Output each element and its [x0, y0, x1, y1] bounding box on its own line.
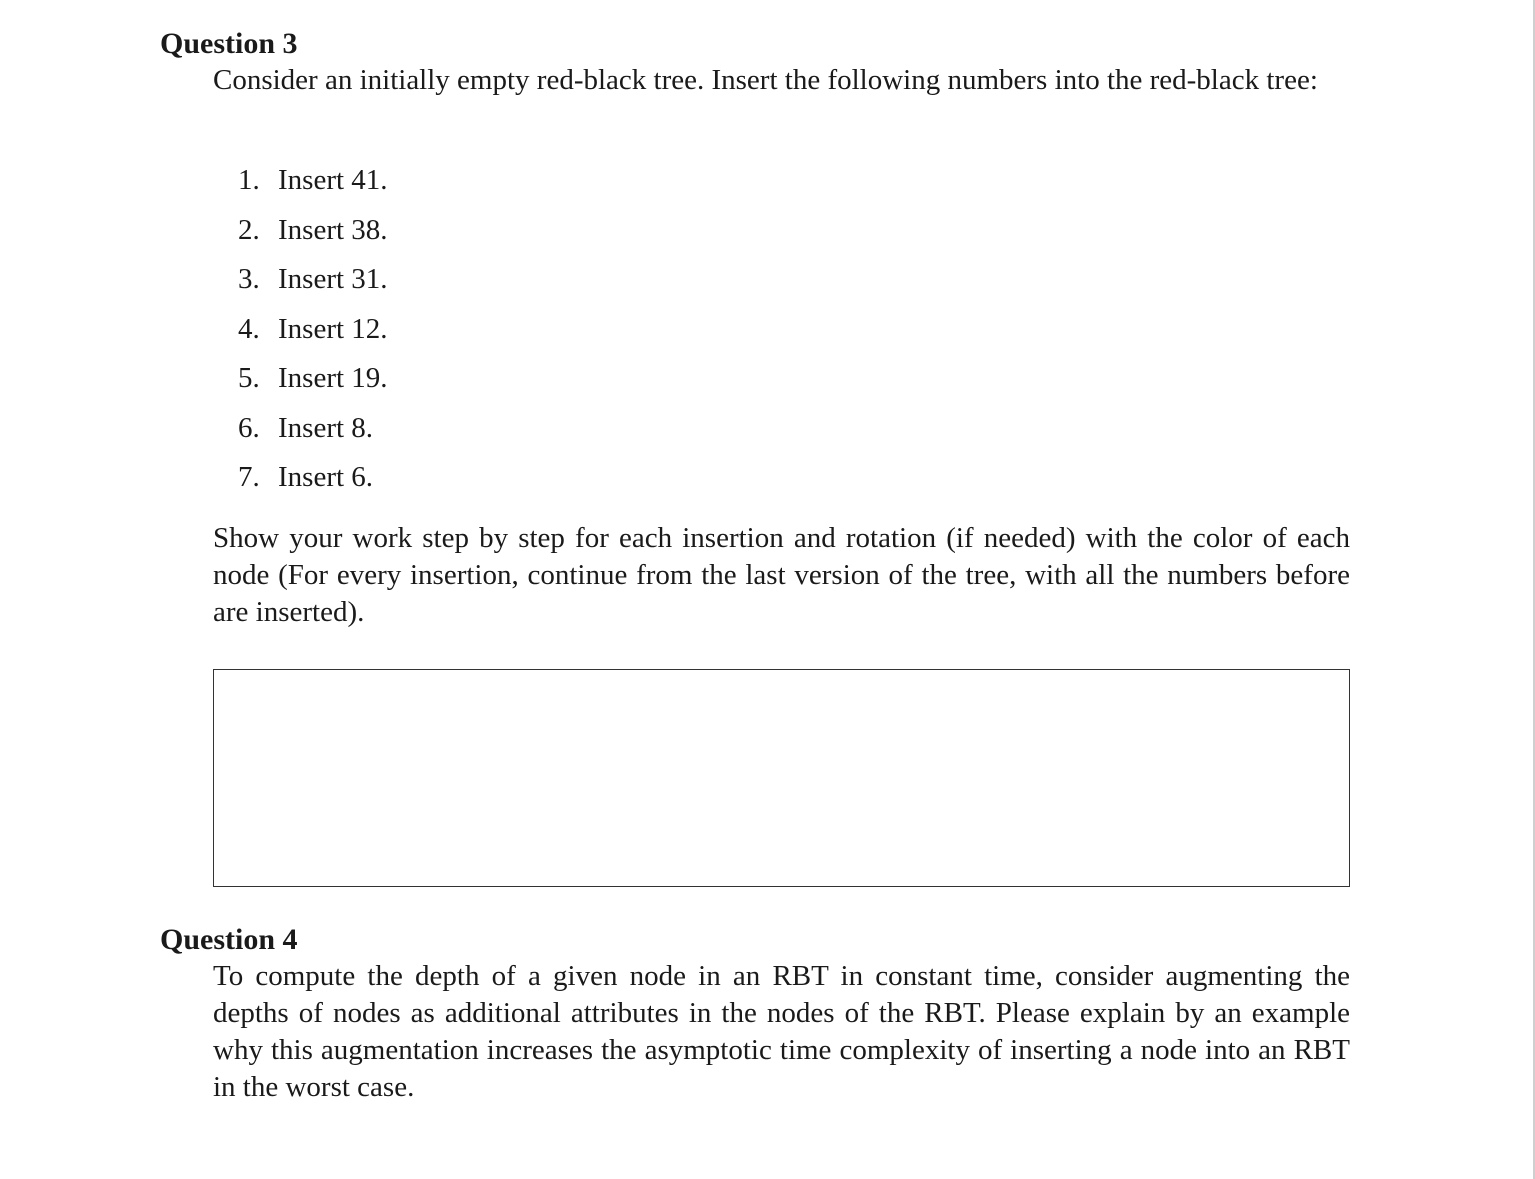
step-number: 4. — [238, 312, 260, 345]
step-text: Insert 6. — [278, 461, 374, 493]
step-text: Insert 19. — [278, 362, 388, 394]
insertion-steps-list — [238, 162, 388, 509]
step-number: 7. — [238, 461, 260, 493]
question-3-heading: Question 3 — [160, 27, 298, 60]
list-item — [238, 459, 388, 509]
list-item — [238, 162, 388, 212]
question-3-instructions: Show your work step by step for each insertion and rotation (if needed) with the color of each node (For every insertion, continue from the last version of the tree, with all the numbers before are inserted). — [213, 522, 1350, 628]
step-text: Insert 41. — [278, 164, 388, 196]
list-item — [238, 311, 388, 361]
step-text: Insert 8. — [278, 411, 374, 444]
question-4-body: To compute the depth of a given node in an RBT in constant time, consider augmenting the depths of nodes as additional attributes in the nodes of the RBT. Please explain by an example why this augmentation increases the asymptotic time complexity of inserting a node into an RBT in the worst case. — [213, 960, 1350, 1103]
step-number: 5. — [238, 362, 260, 394]
list-item — [238, 212, 388, 262]
step-number: 6. — [238, 411, 260, 444]
list-item — [238, 410, 388, 460]
step-number: 1. — [238, 164, 260, 196]
list-item — [238, 360, 388, 410]
step-text: Insert 12. — [278, 312, 388, 345]
list-item — [238, 261, 388, 311]
step-text: Insert 31. — [278, 263, 388, 295]
step-number: 3. — [238, 263, 260, 295]
step-number: 2. — [238, 213, 260, 246]
question-4-heading: Question 4 — [160, 923, 298, 956]
step-text: Insert 38. — [278, 213, 388, 246]
question-3-answer-box[interactable] — [213, 669, 1350, 887]
question-3-intro: Consider an initially empty red-black tree. Insert the following numbers into the red-black tree: — [213, 64, 1318, 96]
